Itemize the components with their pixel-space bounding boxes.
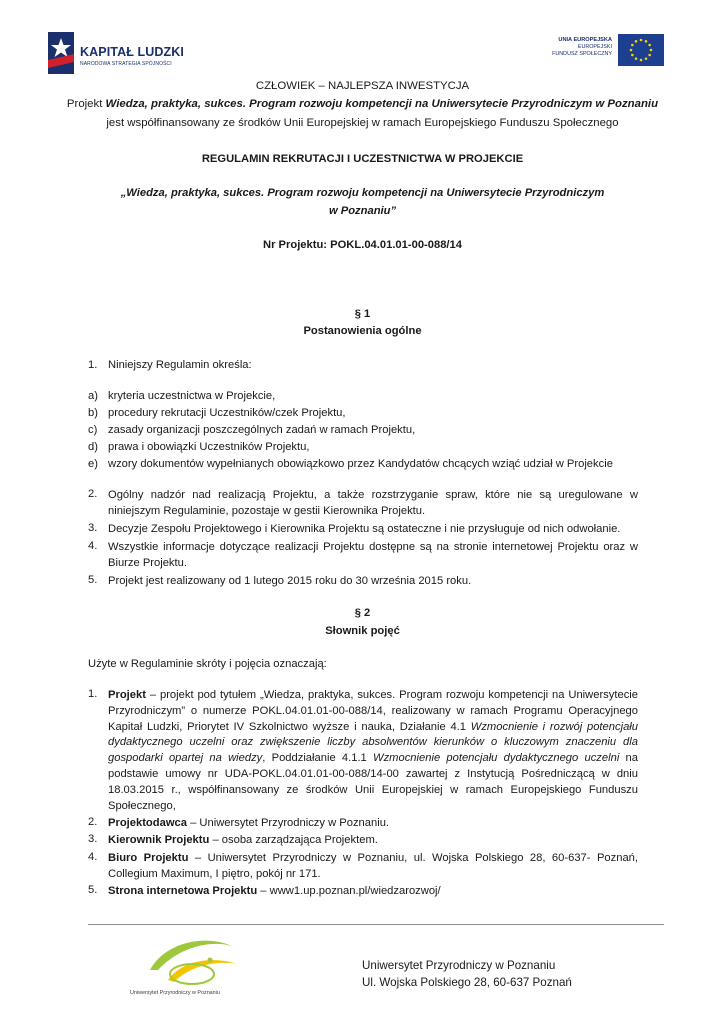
eu-star-icon bbox=[650, 49, 653, 52]
item-number: 5. bbox=[88, 574, 98, 586]
item-number: 4. bbox=[88, 540, 98, 552]
list-item: Wszystkie informacje dotyczące realizacji Projektu dostępne są na stronie internetowej Projektu oraz w Biurze Projektu. bbox=[108, 541, 638, 569]
item-number: 2. bbox=[88, 816, 98, 828]
definition-strona: Strona internetowa Projektu – www1.up.poznan.pl/wiedzarozwoj/ bbox=[108, 885, 441, 897]
footer-address-line1: Uniwersytet Przyrodniczy w Poznaniu bbox=[362, 959, 556, 972]
list-item: Decyzje Zespołu Projektowego i Kierownika Projektu są ostateczne i nie przysługuje od nich odwołanie. bbox=[108, 523, 621, 535]
kapital-ludzki-logo bbox=[48, 32, 188, 76]
kapital-ludzki-star-icon bbox=[48, 32, 74, 74]
list-item: Ogólny nadzór nad realizacją Projektu, a także rozstrzyganie spraw, które nie są uregulowane w niniejszym Regulaminie, pozostaje w gestii Kierownika Projektu. bbox=[108, 489, 638, 517]
footer-divider bbox=[88, 924, 664, 925]
eu-star-icon bbox=[645, 40, 648, 43]
eu-star-icon bbox=[640, 39, 643, 42]
kapital-ludzki-title: KAPITAŁ LUDZKI bbox=[80, 45, 184, 59]
definition-term: Projekt bbox=[108, 689, 146, 701]
section1-heading: Postanowienia ogólne bbox=[303, 325, 422, 337]
item-number: 1. bbox=[88, 688, 98, 700]
item-number: 3. bbox=[88, 522, 98, 534]
eu-logo-line3: FUNDUSZ SPOŁECZNY bbox=[552, 51, 612, 57]
university-swoosh-icon bbox=[120, 930, 260, 990]
item-number: 4. bbox=[88, 851, 98, 863]
list-item: Projekt jest realizowany od 1 lutego 2015 roku do 30 września 2015 roku. bbox=[108, 575, 472, 587]
eu-star-icon bbox=[648, 54, 651, 57]
footer-address-line2: Ul. Wojska Polskiego 28, 60-637 Poznań bbox=[362, 976, 572, 989]
eu-logo-line2: EUROPEJSKI bbox=[577, 44, 612, 50]
project-name: Wiedza, praktyka, sukces. Program rozwoju kompetencji na Uniwersytecie Przyrodniczym w Poznaniu bbox=[105, 98, 659, 110]
eu-star-icon bbox=[635, 57, 638, 60]
definition-kierownik: Kierownik Projektu – osoba zarządzająca Projektem. bbox=[108, 834, 378, 846]
item-number: 3. bbox=[88, 833, 98, 845]
cofinance-line: jest współfinansowany ze środków Unii Europejskiej w ramach Europejskiego Funduszu Społecznego bbox=[106, 117, 619, 129]
eu-star-icon bbox=[631, 44, 634, 47]
definition-project: Projekt – projekt pod tytułem „Wiedza, praktyka, sukces. Program rozwoju kompetencji na Uniwersytecie Przyrodniczym” o numerze POKL.04.01.01-00-088/14, realizowany w ramach Programu Operacyjnego Kapitał Ludzki, Priorytet IV Szkolnictwo wyższe i nauka, Działanie 4.1 Wzmocnienie i rozwój potencjału dydaktycznego uczelni oraz zwiększenie liczby absolwentów kierunków o kluczowym znaczeniu dla gospodarki opartej na wiedzy, Poddziałanie 4.1.1 Wzmocnienie potencjału dydaktycznego uczelni na podstawie umowy nr UDA-POKL.04.01.01-00-088/14-00 zawartej z Instytucją Pośredniczącą w dniu 18.03.2015 r., współfinansowany ze środków Unii Europejskiej w ramach Europejskiego Funduszu Społecznego, bbox=[108, 689, 638, 812]
kapital-ludzki-subtitle: NARODOWA STRATEGIA SPÓJNOŚCI bbox=[80, 61, 172, 67]
section2-heading: Słownik pojęć bbox=[325, 625, 400, 637]
eu-logo-line1: UNIA EUROPEJSKA bbox=[558, 37, 612, 43]
list-item: b) procedury rekrutacji Uczestników/czek Projektu, bbox=[88, 407, 346, 419]
eu-star-icon bbox=[648, 44, 651, 47]
eu-star-icon bbox=[645, 57, 648, 60]
item-text: Niniejszy Regulamin określa: bbox=[108, 359, 252, 371]
list-item: a) kryteria uczestnictwa w Projekcie, bbox=[88, 390, 276, 402]
list-item: e) wzory dokumentów wypełnianych obowiązkowo przez Kandydatów chcących wziąć udział w Projekcie bbox=[88, 458, 613, 470]
item-number: 1. bbox=[88, 359, 98, 371]
eu-star-icon bbox=[640, 59, 643, 62]
footer-address bbox=[362, 957, 572, 991]
eu-star-icon bbox=[635, 40, 638, 43]
section1-sign: § 1 bbox=[354, 308, 371, 320]
section2-intro: Użyte w Regulaminie skróty i pojęcia oznaczają: bbox=[88, 658, 327, 670]
item-number: 2. bbox=[88, 488, 98, 500]
eu-star-icon bbox=[630, 49, 633, 52]
project-quote-line1: „Wiedza, praktyka, sukces. Program rozwoju kompetencji na Uniwersytecie Przyrodniczym bbox=[120, 187, 605, 199]
project-prefix: Projekt bbox=[66, 98, 103, 110]
list-item bbox=[88, 359, 252, 371]
university-logo-caption: Uniwersytet Przyrodniczy w Poznaniu bbox=[130, 990, 220, 996]
list-item: d) prawa i obowiązki Uczestników Projektu, bbox=[88, 441, 310, 453]
project-number: Nr Projektu: POKL.04.01.01-00-088/14 bbox=[263, 239, 462, 251]
eu-flag-icon bbox=[618, 34, 664, 66]
project-quote-line2: w Poznaniu” bbox=[328, 205, 397, 217]
university-logo bbox=[120, 930, 260, 1002]
section2-sign: § 2 bbox=[354, 607, 371, 619]
eu-efs-logo bbox=[542, 34, 664, 68]
definition-projektodawca: Projektodawca – Uniwersytet Przyrodniczy w Poznaniu. bbox=[108, 817, 390, 829]
project-line bbox=[0, 98, 725, 110]
regulation-title: REGULAMIN REKRUTACJI I UCZESTNICTWA W PROJEKCIE bbox=[201, 153, 524, 165]
motto: CZŁOWIEK – NAJLEPSZA INWESTYCJA bbox=[255, 80, 470, 92]
list-item: c) zasady organizacji poszczególnych zadań w ramach Projektu, bbox=[88, 424, 416, 436]
definition-biuro: Biuro Projektu – Uniwersytet Przyrodniczy w Poznaniu, ul. Wojska Polskiego 28, 60-637- Poznań, Collegium Maximum, I piętro, pokój nr 171. bbox=[108, 852, 639, 880]
eu-star-icon bbox=[631, 54, 634, 57]
item-number: 5. bbox=[88, 884, 98, 896]
